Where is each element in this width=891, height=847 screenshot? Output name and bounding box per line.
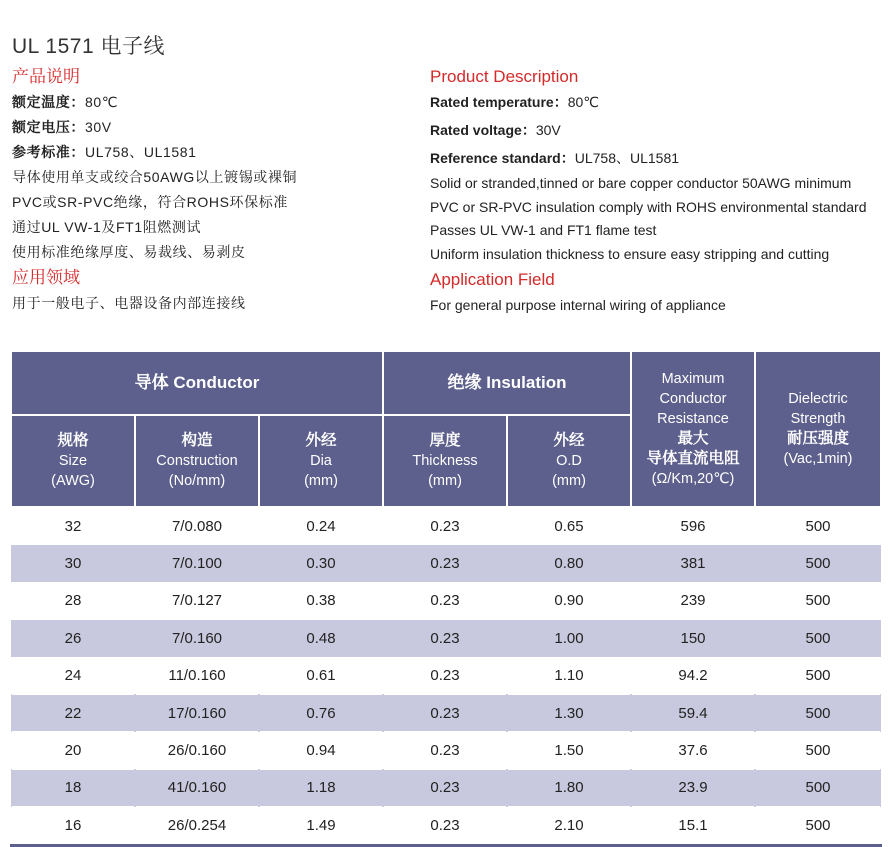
table-row <box>11 507 881 545</box>
cell-dia: 0.38 <box>259 582 383 619</box>
cell-construction: 7/0.100 <box>135 545 259 582</box>
page-title: UL 1571 电子线 <box>12 35 165 58</box>
cell-dia: 1.49 <box>259 807 383 845</box>
header-unit: (Ω/Km,20℃) <box>651 471 735 487</box>
cn-spec-sep: ： <box>70 119 86 135</box>
cn-spec-sep: ： <box>70 144 86 160</box>
cell-dielectric: 500 <box>755 507 881 545</box>
cell-resistance: 59.4 <box>631 694 755 731</box>
header-unit: (AWG) <box>51 473 95 489</box>
cell-size: 32 <box>11 507 135 545</box>
cn-spec-value: 80℃ <box>85 94 119 110</box>
header-unit: (No/mm) <box>168 473 226 489</box>
cn-feature-line: 导体使用单支或绞合50AWG以上镀锡或裸铜 <box>12 169 298 185</box>
en-spec-value: 80℃ <box>567 94 599 110</box>
cell-size: 16 <box>11 807 135 845</box>
cn-application-heading: 应用领域 <box>12 268 80 287</box>
cell-thickness: 0.23 <box>383 582 507 619</box>
header-dielectric <box>755 352 881 507</box>
english-description <box>430 66 885 318</box>
cell-construction: 7/0.127 <box>135 582 259 619</box>
cell-construction: 7/0.160 <box>135 620 259 657</box>
header-conductor-group: 导体 Conductor <box>11 352 383 415</box>
cell-dia: 0.61 <box>259 657 383 694</box>
cell-construction: 26/0.254 <box>135 807 259 845</box>
chinese-description <box>12 66 422 316</box>
table-row <box>11 769 881 806</box>
cn-spec-label: 额定温度 <box>12 94 71 110</box>
header-od <box>507 415 631 507</box>
header-text: 耐压强度 <box>786 430 849 447</box>
header-thickness <box>383 415 507 507</box>
en-spec-value: 30V <box>535 122 561 138</box>
cn-spec-value: UL758、UL1581 <box>85 144 197 160</box>
cell-thickness: 0.23 <box>383 769 507 806</box>
header-unit: (mm) <box>304 473 338 489</box>
cell-construction: 11/0.160 <box>135 657 259 694</box>
en-description-heading: Product Description <box>430 67 579 86</box>
header-text: 最大 <box>677 430 709 447</box>
cell-construction: 26/0.160 <box>135 732 259 769</box>
cell-construction: 7/0.080 <box>135 507 259 545</box>
en-spec-value: UL758、UL1581 <box>574 150 680 166</box>
header-text: Strength <box>790 411 846 427</box>
cn-description-heading: 产品说明 <box>12 67 80 86</box>
cell-resistance: 239 <box>631 582 755 619</box>
en-application-heading: Application Field <box>430 270 555 290</box>
header-dia <box>259 415 383 507</box>
cell-od: 1.50 <box>507 732 631 769</box>
cell-dielectric: 500 <box>755 807 881 845</box>
cell-resistance: 94.2 <box>631 657 755 694</box>
header-text: Conductor <box>659 391 727 407</box>
en-feature-line: Solid or stranded,tinned or bare copper conductor 50AWG minimum <box>430 175 852 191</box>
table-row <box>11 545 881 582</box>
cell-size: 18 <box>11 769 135 806</box>
cell-construction: 41/0.160 <box>135 769 259 806</box>
header-text: Maximum <box>661 371 725 387</box>
spec-table <box>10 352 882 847</box>
cell-thickness: 0.23 <box>383 807 507 845</box>
en-spec-label: Rated temperature <box>430 94 554 110</box>
cell-size: 24 <box>11 657 135 694</box>
en-application-text: For general purpose internal wiring of appliance <box>430 297 726 314</box>
header-text: 构造 <box>181 432 213 449</box>
header-insulation-group: 绝缘 Insulation <box>383 352 631 415</box>
table-row <box>11 582 881 619</box>
cn-feature-line: PVC或SR-PVC绝缘，符合ROHS环保标准 <box>12 194 288 210</box>
table-row <box>11 657 881 694</box>
cell-od: 2.10 <box>507 807 631 845</box>
cell-dia: 0.76 <box>259 694 383 731</box>
cn-application-text: 用于一般电子、电器设备内部连接线 <box>12 295 246 311</box>
cn-spec-temperature <box>12 90 422 115</box>
header-text: 导体直流电阻 <box>646 450 740 467</box>
cell-od: 1.30 <box>507 694 631 731</box>
cell-resistance: 150 <box>631 620 755 657</box>
header-unit: (mm) <box>428 473 462 489</box>
cell-thickness: 0.23 <box>383 694 507 731</box>
cell-od: 1.80 <box>507 769 631 806</box>
cell-resistance: 381 <box>631 545 755 582</box>
cell-thickness: 0.23 <box>383 657 507 694</box>
cn-spec-sep: ： <box>70 94 86 110</box>
cn-spec-label: 额定电压 <box>12 119 71 135</box>
header-construction <box>135 415 259 507</box>
cell-od: 1.00 <box>507 620 631 657</box>
cell-size: 28 <box>11 582 135 619</box>
header-text: Resistance <box>657 411 729 427</box>
en-feature-line: PVC or SR-PVC insulation comply with ROHS environmental standard <box>430 198 867 215</box>
en-spec-voltage <box>430 116 885 144</box>
en-spec-label: Reference standard <box>430 150 561 166</box>
header-text: Construction <box>156 453 238 469</box>
header-unit: (mm) <box>552 473 586 489</box>
header-text: Dielectric <box>788 391 848 407</box>
header-text: Size <box>58 453 88 469</box>
cell-thickness: 0.23 <box>383 507 507 545</box>
cell-dielectric: 500 <box>755 582 881 619</box>
en-spec-sep: ： <box>553 94 568 110</box>
cn-spec-voltage <box>12 115 422 140</box>
header-text: 厚度 <box>429 432 461 449</box>
cell-dielectric: 500 <box>755 694 881 731</box>
header-resistance <box>631 352 755 507</box>
cell-dia: 0.24 <box>259 507 383 545</box>
cell-dia: 1.18 <box>259 769 383 806</box>
en-spec-label: Rated voltage <box>430 122 522 138</box>
table-row <box>11 620 881 657</box>
cn-spec-value: 30V <box>85 119 112 135</box>
cell-dielectric: 500 <box>755 769 881 806</box>
cell-size: 30 <box>11 545 135 582</box>
en-feature-line: Passes UL VW-1 and FT1 flame test <box>430 222 657 239</box>
cell-dielectric: 500 <box>755 732 881 769</box>
header-text: Thickness <box>412 453 478 469</box>
cell-od: 0.80 <box>507 545 631 582</box>
cell-od: 0.90 <box>507 582 631 619</box>
cell-dielectric: 500 <box>755 657 881 694</box>
cell-resistance: 23.9 <box>631 769 755 806</box>
table-row <box>11 732 881 769</box>
cell-dia: 0.30 <box>259 545 383 582</box>
cn-spec-standard <box>12 140 422 165</box>
header-text: Dia <box>310 453 332 469</box>
en-spec-sep: ： <box>521 122 536 138</box>
cn-spec-label: 参考标准 <box>12 144 71 160</box>
cell-dielectric: 500 <box>755 545 881 582</box>
table-row <box>11 694 881 731</box>
cell-od: 0.65 <box>507 507 631 545</box>
en-spec-sep: ： <box>560 150 575 166</box>
cell-resistance: 596 <box>631 507 755 545</box>
cn-feature-line: 通过UL VW-1及FT1阻燃测试 <box>12 219 202 235</box>
en-feature-line: Uniform insulation thickness to ensure easy stripping and cutting <box>430 245 830 262</box>
en-spec-temperature <box>430 88 885 116</box>
cell-thickness: 0.23 <box>383 732 507 769</box>
cell-size: 22 <box>11 694 135 731</box>
cell-resistance: 15.1 <box>631 807 755 845</box>
header-text: 规格 <box>57 432 89 449</box>
cell-thickness: 0.23 <box>383 545 507 582</box>
header-unit: (Vac,1min) <box>783 451 853 467</box>
cell-dia: 0.94 <box>259 732 383 769</box>
cell-size: 20 <box>11 732 135 769</box>
header-text: 外经 <box>553 432 585 449</box>
cn-feature-line: 使用标准绝缘厚度、易裁线、易剥皮 <box>12 244 246 260</box>
cell-dia: 0.48 <box>259 620 383 657</box>
cell-size: 26 <box>11 620 135 657</box>
table-row <box>11 807 881 845</box>
cell-dielectric: 500 <box>755 620 881 657</box>
header-text: 外经 <box>305 432 337 449</box>
header-size <box>11 415 135 507</box>
cell-od: 1.10 <box>507 657 631 694</box>
header-text: O.D <box>556 453 582 469</box>
cell-thickness: 0.23 <box>383 620 507 657</box>
cell-resistance: 37.6 <box>631 732 755 769</box>
en-spec-standard <box>430 144 885 172</box>
cell-construction: 17/0.160 <box>135 694 259 731</box>
